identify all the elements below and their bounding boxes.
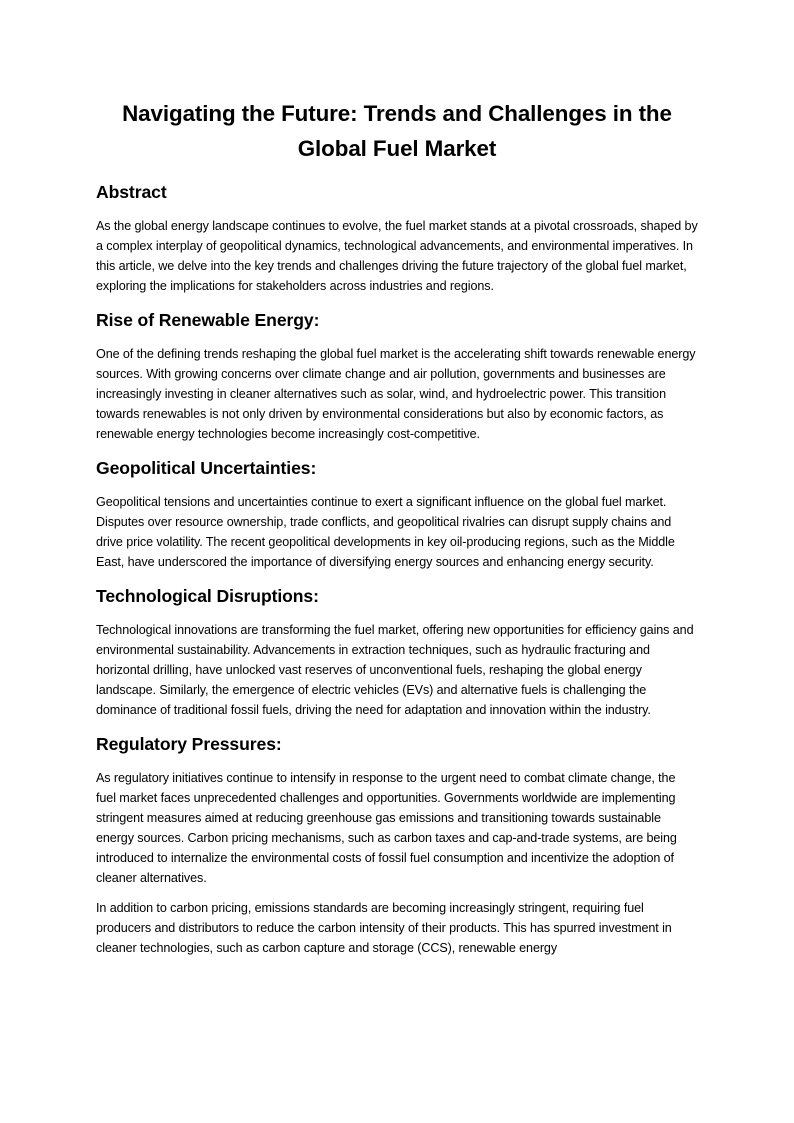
section-heading-geopolitical: Geopolitical Uncertainties: (96, 458, 317, 478)
spacer (96, 444, 698, 456)
spacer (96, 332, 698, 344)
section-heading-renewable-energy: Rise of Renewable Energy: (96, 310, 320, 330)
spacer (96, 204, 698, 216)
spacer (96, 608, 698, 620)
abstract-heading: Abstract (96, 182, 167, 202)
spacer (96, 296, 698, 308)
section-heading-technological: Technological Disruptions: (96, 586, 319, 606)
section-paragraph-regulatory-1: As regulatory initiatives continue to intensify in response to the urgent need to combat climate change, the fuel market faces unprecedented challenges and opportunities. Governments worldwide are implementing stringent measures aimed at reducing greenhouse gas emissions and transitioning towards sustainable energy sources. Carbon pricing mechanisms, such as carbon taxes and cap-and-trade systems, are being introduced to internalize the environmental costs of fossil fuel consumption and incentivize the adoption of cleaner alternatives. (96, 771, 677, 885)
spacer (96, 166, 698, 180)
section-paragraph-technological: Technological innovations are transforming the fuel market, offering new opportunities for efficiency gains and environmental sustainability. Advancements in extraction techniques, such as hydraulic fracturing and horizontal drilling, have unlocked vast reserves of unconventional fuels, reshaping the global energy landscape. Similarly, the emergence of electric vehicles (EVs) and alternative fuels is challenging the dominance of traditional fossil fuels, driving the need for adaptation and innovation within the industry. (96, 623, 694, 717)
document-title: Navigating the Future: Trends and Challenges in the Global Fuel Market (122, 101, 672, 161)
abstract-paragraph: As the global energy landscape continues to evolve, the fuel market stands at a pivotal crossroads, shaped by a complex interplay of geopolitical dynamics, technological advancements, and environmental imperatives. In this article, we delve into the key trends and challenges driving the future trajectory of the global fuel market, exploring the implications for stakeholders across industries and regions. (96, 219, 698, 293)
spacer (96, 720, 698, 732)
section-paragraph-renewable-energy: One of the defining trends reshaping the global fuel market is the accelerating shift towards renewable energy sources. With growing concerns over climate change and air pollution, governments and businesses are increasingly investing in cleaner alternatives such as solar, wind, and hydroelectric power. This transition towards renewables is not only driven by environmental considerations but also by economic factors, as renewable energy technologies become increasingly cost-competitive. (96, 347, 696, 441)
section-paragraph-geopolitical: Geopolitical tensions and uncertainties continue to exert a significant influence on the global fuel market. Disputes over resource ownership, trade conflicts, and geopolitical rivalries can disrupt supply chains and drive price volatility. The recent geopolitical developments in key oil-producing regions, such as the Middle East, have underscored the importance of diversifying energy sources and enhancing energy security. (96, 495, 675, 569)
spacer (96, 888, 698, 898)
section-heading-regulatory: Regulatory Pressures: (96, 734, 282, 754)
section-paragraph-regulatory-2: In addition to carbon pricing, emissions standards are becoming increasingly stringent, requiring fuel producers and distributors to reduce the carbon intensity of their products. This has spurred investment in cleaner technologies, such as carbon capture and storage (CCS), renewable energy (96, 901, 672, 955)
spacer (96, 572, 698, 584)
document-page (96, 96, 698, 958)
spacer (96, 480, 698, 492)
spacer (96, 756, 698, 768)
